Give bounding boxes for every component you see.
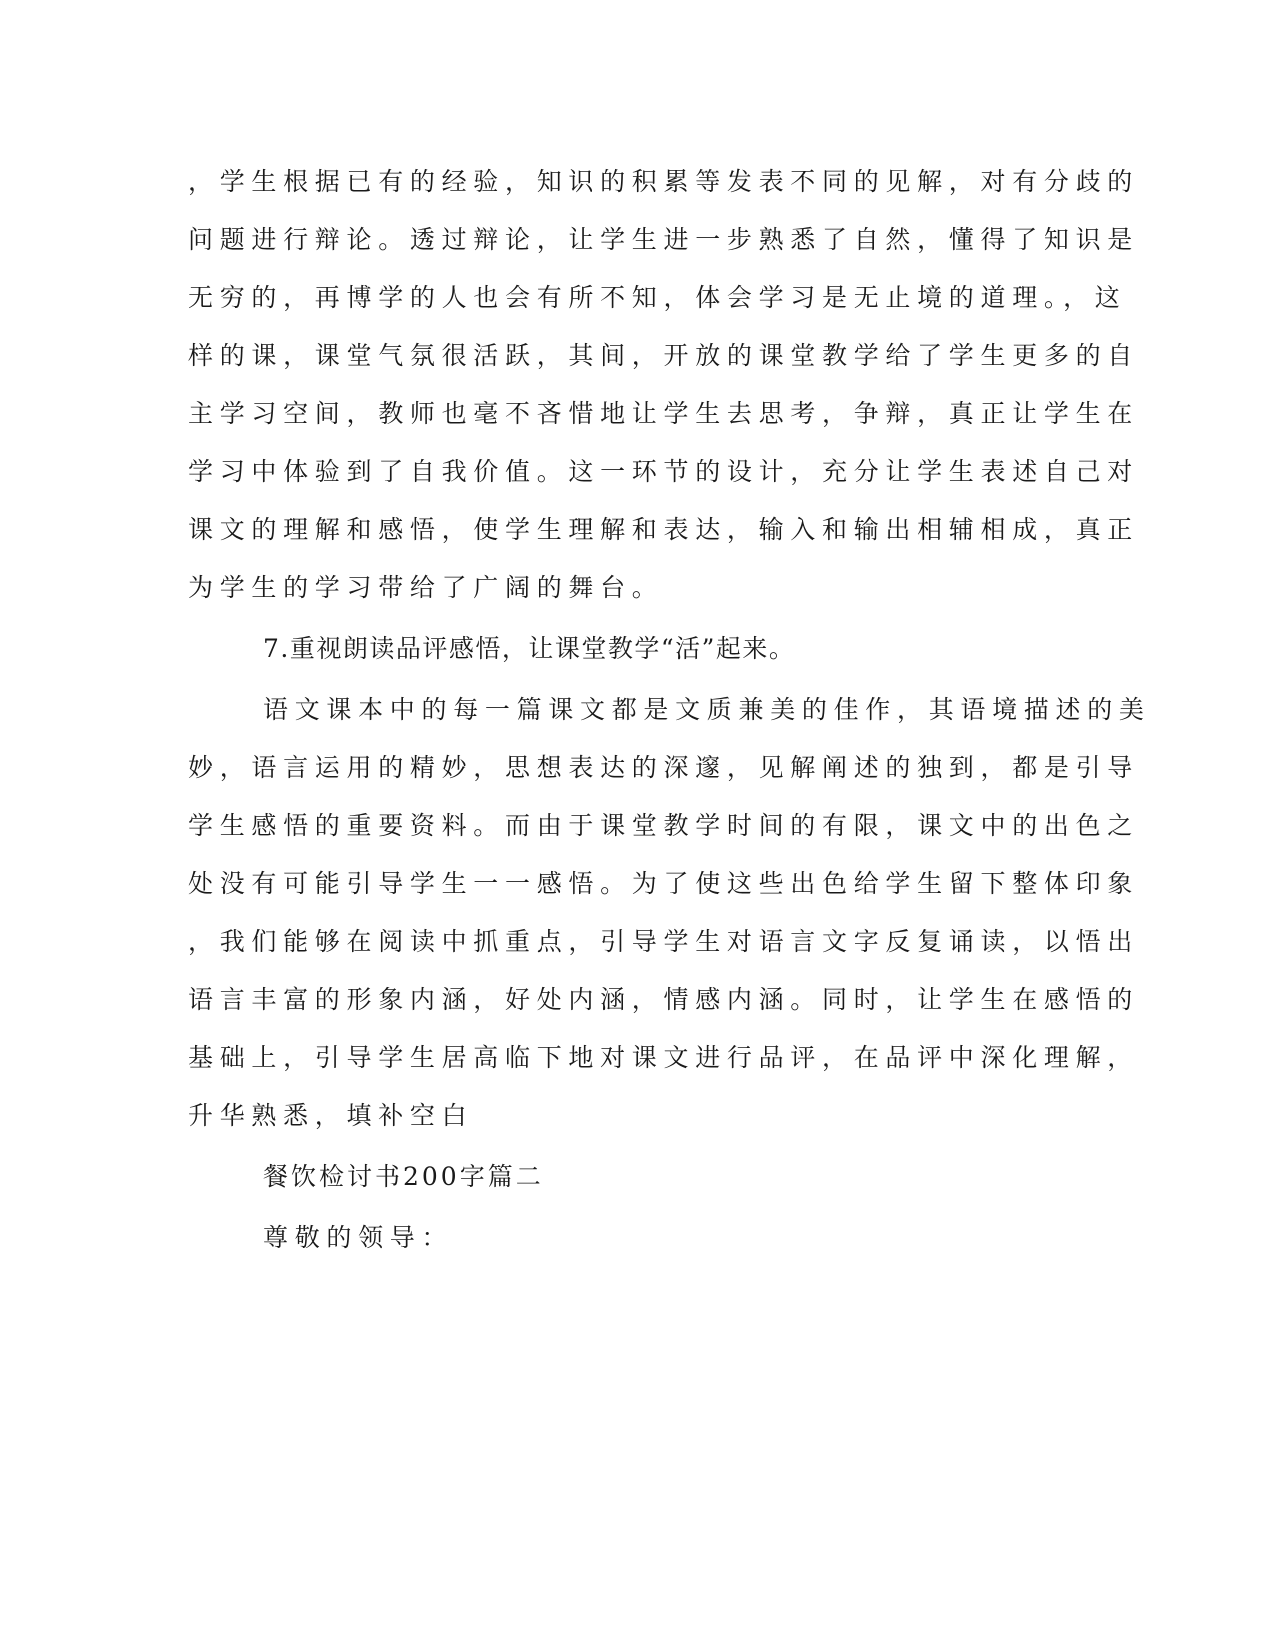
paragraph-line: ，学生根据已有的经验，知识的积累等发表不同的见解，对有分歧的 [188, 167, 1140, 196]
section-heading: 7.重视朗读品评感悟，让课堂教学“活”起来。 [263, 634, 796, 663]
paragraph-line: 为学生的学习带给了广阔的舞台。 [188, 573, 664, 602]
salutation: 尊敬的领导： [263, 1223, 454, 1252]
paragraph-line: 语文课本中的每一篇课文都是文质兼美的佳作，其语境描述的美 [263, 695, 1151, 724]
paragraph-line: 学生感悟的重要资料。而由于课堂教学时间的有限，课文中的出色之 [188, 811, 1140, 840]
paragraph-line: 主学习空间，教师也毫不吝惜地让学生去思考，争辩，真正让学生在 [188, 399, 1140, 428]
paragraph-line: 升华熟悉，填补空白 [188, 1101, 474, 1130]
paragraph-line: 基础上，引导学生居高临下地对课文进行品评，在品评中深化理解， [188, 1043, 1140, 1072]
paragraph-line: 课文的理解和感悟，使学生理解和表达，输入和输出相辅相成，真正 [188, 515, 1140, 544]
paragraph-line: ，我们能够在阅读中抓重点，引导学生对语言文字反复诵读，以悟出 [188, 927, 1140, 956]
paragraph-line: 无穷的，再博学的人也会有所不知，体会学习是无止境的道理。，这 [188, 283, 1127, 312]
paragraph-line: 样的课，课堂气氛很活跃，其间，开放的课堂教学给了学生更多的自 [188, 341, 1140, 370]
paragraph-line: 语言丰富的形象内涵，好处内涵，情感内涵。同时，让学生在感悟的 [188, 985, 1140, 1014]
paragraph-line: 学习中体验到了自我价值。这一环节的设计，充分让学生表述自己对 [188, 457, 1140, 486]
paragraph-line: 处没有可能引导学生一一感悟。为了使这些出色给学生留下整体印象 [188, 869, 1140, 898]
paragraph-line: 妙，语言运用的精妙，思想表达的深邃，见解阐述的独到，都是引导 [188, 753, 1140, 782]
section-title: 餐饮检讨书200字篇二 [263, 1162, 544, 1191]
paragraph-line: 问题进行辩论。透过辩论，让学生进一步熟悉了自然，懂得了知识是 [188, 225, 1140, 254]
